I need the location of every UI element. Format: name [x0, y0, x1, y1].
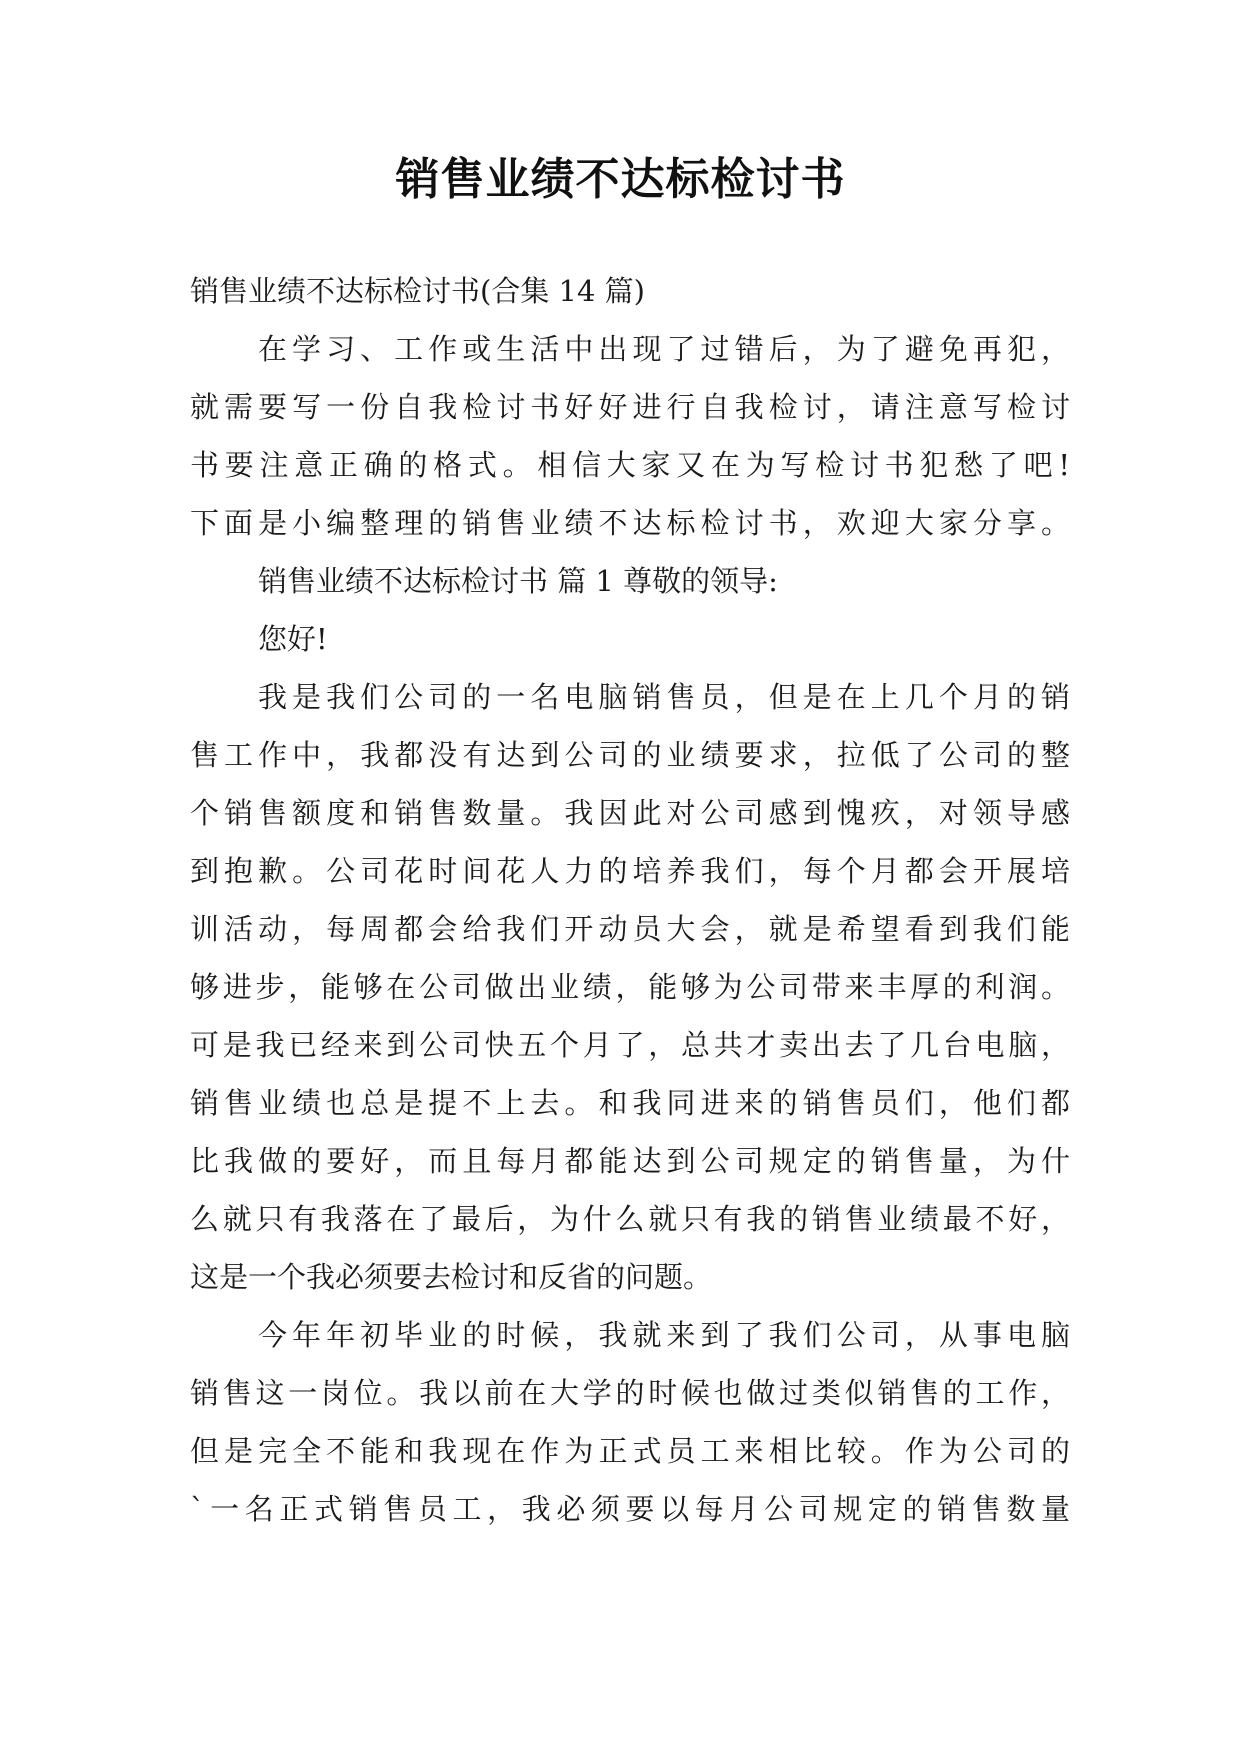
paragraph-line: 下面是小编整理的销售业绩不达标检讨书，欢迎大家分享。 [190, 506, 1070, 540]
paragraph-line: `一名正式销售员工，我必须要以每月公司规定的销售数量 [190, 1492, 1070, 1526]
paragraph-line: 我是我们公司的一名电脑销售员，但是在上几个月的销 [258, 680, 1070, 714]
paragraph-line: 今年年初毕业的时候，我就来到了我们公司，从事电脑 [258, 1318, 1070, 1352]
paragraph-line: 书要注意正确的格式。相信大家又在为写检讨书犯愁了吧! [190, 448, 1070, 482]
paragraph-line: 够进步，能够在公司做出业绩，能够为公司带来丰厚的利润。 [190, 970, 1070, 1004]
document-body [190, 262, 1070, 1538]
paragraph-line: 比我做的要好，而且每月都能达到公司规定的销售量，为什 [190, 1144, 1070, 1178]
paragraph-line: 到抱歉。公司花时间花人力的培养我们，每个月都会开展培 [190, 854, 1070, 888]
paragraph-line: 售工作中，我都没有达到公司的业绩要求，拉低了公司的整 [190, 738, 1070, 772]
paragraph-line: 训活动，每周都会给我们开动员大会，就是希望看到我们能 [190, 912, 1070, 946]
greeting-line: 您好! [258, 622, 328, 656]
paragraph-line: 么就只有我落在了最后，为什么就只有我的销售业绩最不好， [190, 1202, 1070, 1236]
paragraph-line: 销售业绩也总是提不上去。和我同进来的销售员们，他们都 [190, 1086, 1070, 1120]
paragraph-line: 但是完全不能和我现在作为正式员工来相比较。作为公司的 [190, 1434, 1070, 1468]
paragraph-line: 就需要写一份自我检讨书好好进行自我检讨，请注意写检讨 [190, 390, 1070, 424]
section-heading-line: 销售业绩不达标检讨书 篇 1 尊敬的领导: [258, 564, 778, 598]
paragraph-line: 销售这一岗位。我以前在大学的时候也做过类似销售的工作， [190, 1376, 1070, 1410]
paragraph-line: 这是一个我必须要去检讨和反省的问题。 [190, 1260, 713, 1294]
document-title: 销售业绩不达标检讨书 [395, 154, 846, 205]
paragraph-line: 可是我已经来到公司快五个月了，总共才卖出去了几台电脑， [190, 1028, 1070, 1062]
paragraph-line: 在学习、工作或生活中出现了过错后，为了避免再犯， [258, 332, 1070, 366]
paragraph-line: 个销售额度和销售数量。我因此对公司感到愧疚，对领导感 [190, 796, 1070, 830]
document-subtitle-line: 销售业绩不达标检讨书(合集 14 篇) [190, 274, 645, 308]
